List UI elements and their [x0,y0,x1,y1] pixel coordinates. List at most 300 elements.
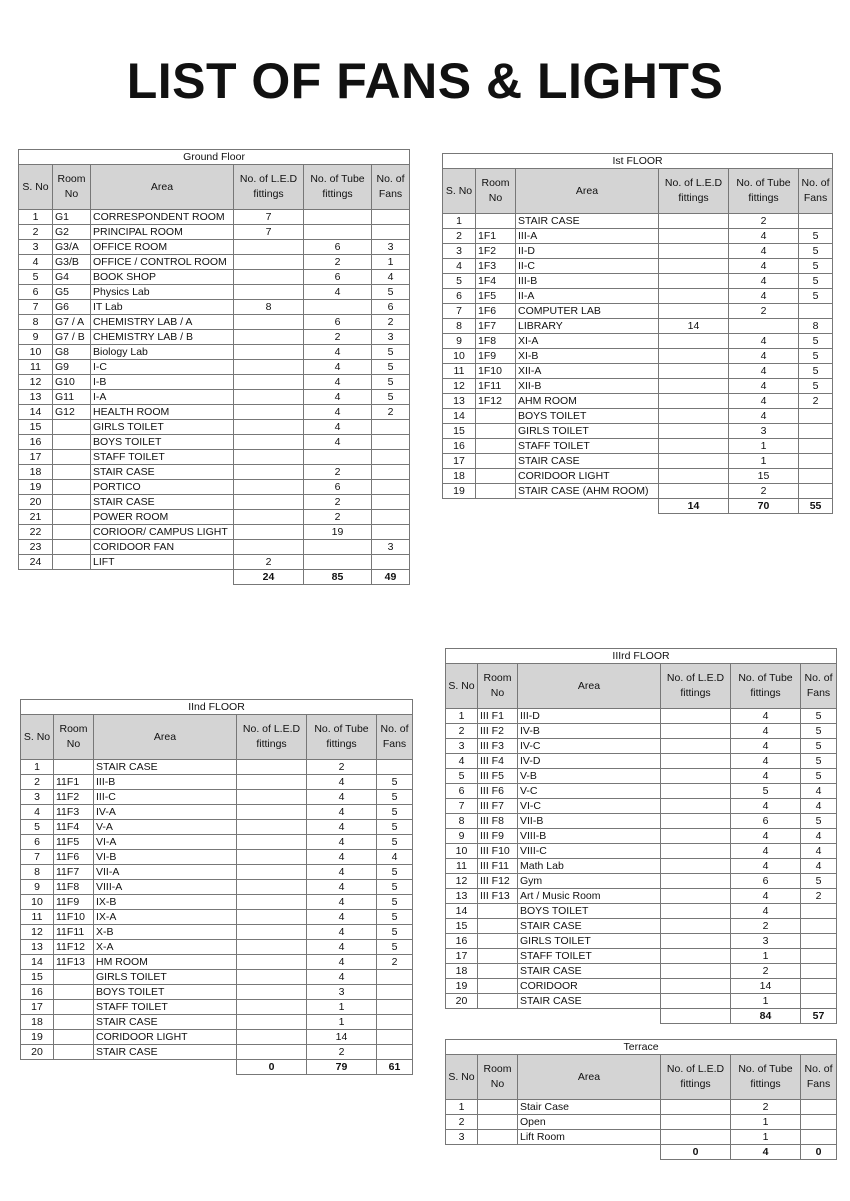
led-cell [234,330,304,345]
third-floor-table [445,648,837,1024]
fans-cell: 5 [377,790,413,805]
room-no-cell: G12 [53,405,91,420]
tube-total: 84 [731,1009,801,1024]
fans-cell: 5 [801,874,837,889]
room-no-cell [476,454,516,469]
fans-cell: 5 [801,724,837,739]
totals-row [21,1060,413,1075]
area-cell: III-A [516,229,659,244]
tube-cell: 4 [731,844,801,859]
area-cell: PORTICO [91,480,234,495]
room-no-cell [53,465,91,480]
tube-cell: 1 [731,949,801,964]
tube-cell: 4 [307,805,377,820]
fans-cell [801,904,837,919]
fans-cell: 5 [801,709,837,724]
fans-cell [377,1015,413,1030]
led-cell [237,895,307,910]
table-row [21,1015,413,1030]
fans-header: No. of Fans [801,664,837,709]
second-floor-table [20,699,413,1075]
table-row [19,285,410,300]
fans-header: No. of Fans [799,169,833,214]
led-total: 0 [237,1060,307,1075]
led-cell: 2 [234,555,304,570]
fans-cell: 2 [372,315,410,330]
fans-cell [799,454,833,469]
tube-cell: 4 [729,334,799,349]
tube-cell: 6 [304,240,372,255]
sno-cell: 20 [446,994,478,1009]
led-cell: 7 [234,210,304,225]
sno-cell: 14 [19,405,53,420]
area-cell: VI-B [94,850,237,865]
led-header: No. of L.E.D fittings [661,664,731,709]
led-cell [661,1115,731,1130]
area-header: Area [94,715,237,760]
room-no-cell [478,964,518,979]
fans-cell: 4 [801,829,837,844]
area-cell: XII-B [516,379,659,394]
area-cell: VII-A [94,865,237,880]
area-cell: Lift Room [518,1130,661,1145]
led-cell [661,724,731,739]
room-no-cell: G9 [53,360,91,375]
tube-cell: 2 [729,304,799,319]
tube-cell: 4 [731,859,801,874]
tube-cell: 6 [304,315,372,330]
led-header: No. of L.E.D fittings [234,165,304,210]
fans-cell [372,210,410,225]
room-no-cell [53,540,91,555]
table-row [19,330,410,345]
led-cell [661,814,731,829]
sno-cell: 8 [21,865,54,880]
room-no-cell [478,979,518,994]
fans-cell: 5 [372,375,410,390]
room-no-cell: III F3 [478,739,518,754]
table-row [21,910,413,925]
tube-cell [304,450,372,465]
room-no-cell: III F6 [478,784,518,799]
tube-cell: 1 [307,1015,377,1030]
fans-cell [801,964,837,979]
tube-header: No. of Tube fittings [304,165,372,210]
table-row [446,829,837,844]
area-cell: Art / Music Room [518,889,661,904]
area-cell: BOOK SHOP [91,270,234,285]
area-cell: Biology Lab [91,345,234,360]
table-row [19,480,410,495]
sno-cell: 13 [21,940,54,955]
totals-row [446,1009,837,1024]
room-no-cell: 11F3 [54,805,94,820]
room-no-cell [54,1000,94,1015]
led-header: No. of L.E.D fittings [659,169,729,214]
room-no-cell [478,904,518,919]
fans-header: No. of Fans [377,715,413,760]
fans-cell [801,949,837,964]
room-no-cell: G8 [53,345,91,360]
fans-cell [372,465,410,480]
led-cell [661,1130,731,1145]
tube-cell: 14 [731,979,801,994]
sno-cell: 17 [21,1000,54,1015]
tube-cell: 4 [304,345,372,360]
fans-cell [377,970,413,985]
room-no-cell [476,409,516,424]
tube-cell: 6 [731,814,801,829]
tube-cell: 4 [307,820,377,835]
table-row [446,784,837,799]
area-cell: IV-C [518,739,661,754]
sno-cell: 9 [443,334,476,349]
fans-cell: 5 [799,229,833,244]
room-no-cell: III F10 [478,844,518,859]
area-header: Area [516,169,659,214]
led-cell [659,424,729,439]
table-row [446,1100,837,1115]
tube-cell: 2 [729,484,799,499]
tube-cell: 1 [731,1115,801,1130]
tube-cell: 4 [307,865,377,880]
fans-cell [377,1030,413,1045]
led-cell [659,334,729,349]
sno-cell: 8 [443,319,476,334]
table-row [21,835,413,850]
fans-cell [801,1100,837,1115]
fans-cell [372,555,410,570]
table-row [19,540,410,555]
table-row [19,270,410,285]
area-cell: V-C [518,784,661,799]
table-row [443,244,833,259]
tube-cell: 4 [731,754,801,769]
fans-cell: 5 [377,835,413,850]
sno-cell: 3 [443,244,476,259]
sno-cell: 2 [446,724,478,739]
fans-cell: 2 [801,889,837,904]
fans-cell: 5 [799,289,833,304]
totals-spacer [446,1145,661,1160]
sno-cell: 6 [446,784,478,799]
table-row [21,880,413,895]
totals-spacer [443,499,659,514]
fans-cell: 3 [372,330,410,345]
room-no-cell [54,1015,94,1030]
area-cell: V-B [518,769,661,784]
led-cell: 8 [234,300,304,315]
led-cell [661,844,731,859]
sno-cell: 19 [21,1030,54,1045]
room-no-cell [53,435,91,450]
tube-cell: 2 [304,255,372,270]
sno-cell: 9 [19,330,53,345]
led-cell [659,244,729,259]
room-no-cell [478,1130,518,1145]
fans-cell [372,495,410,510]
fans-cell [799,424,833,439]
fans-cell [801,1115,837,1130]
led-cell [659,394,729,409]
area-cell: STAFF TOILET [91,450,234,465]
room-no-cell [53,525,91,540]
area-cell: CHEMISTRY LAB / B [91,330,234,345]
tube-cell [304,300,372,315]
led-cell [234,480,304,495]
area-cell: IX-A [94,910,237,925]
tube-cell: 1 [731,1130,801,1145]
header-row [19,165,410,210]
fans-cell: 8 [799,319,833,334]
led-cell [234,270,304,285]
area-cell: STAIR CASE [518,994,661,1009]
tube-cell: 4 [307,940,377,955]
sno-cell: 20 [21,1045,54,1060]
room-no-cell [54,1030,94,1045]
tube-cell [304,555,372,570]
room-no-cell: 11F10 [54,910,94,925]
header-row [21,715,413,760]
room-no-cell: III F5 [478,769,518,784]
led-cell [234,255,304,270]
room-no-cell: 1F4 [476,274,516,289]
room-no-cell: 1F7 [476,319,516,334]
led-cell: 14 [659,319,729,334]
sno-cell: 5 [446,769,478,784]
sno-cell: 17 [443,454,476,469]
area-cell: IV-B [518,724,661,739]
fans-cell: 5 [799,274,833,289]
room-no-cell: G7 / B [53,330,91,345]
sno-cell: 11 [446,859,478,874]
fans-cell [799,484,833,499]
tube-cell: 2 [731,919,801,934]
tube-cell: 6 [304,270,372,285]
tube-cell: 19 [304,525,372,540]
table-row [19,510,410,525]
led-cell [234,285,304,300]
area-cell: STAIR CASE [91,495,234,510]
sno-cell: 2 [446,1115,478,1130]
table-caption: Terrace [446,1040,837,1055]
fans-cell [801,934,837,949]
led-cell [659,274,729,289]
area-cell: GIRLS TOILET [94,970,237,985]
table-row [443,229,833,244]
room-no-cell: 11F9 [54,895,94,910]
table-row [446,1130,837,1145]
fans-cell: 4 [801,859,837,874]
area-cell: HM ROOM [94,955,237,970]
tube-cell: 4 [729,409,799,424]
table-row [443,349,833,364]
sno-cell: 16 [19,435,53,450]
area-cell: CORIDOOR LIGHT [94,1030,237,1045]
room-no-cell: III F1 [478,709,518,724]
area-cell: GIRLS TOILET [91,420,234,435]
totals-spacer [446,1009,661,1024]
sno-cell: 22 [19,525,53,540]
area-cell: CORIDOOR LIGHT [516,469,659,484]
area-cell: CORRESPONDENT ROOM [91,210,234,225]
table-row [443,259,833,274]
room-no-cell [54,1045,94,1060]
led-cell [237,805,307,820]
led-cell: 7 [234,225,304,240]
fans-cell: 4 [801,799,837,814]
tube-cell: 4 [307,850,377,865]
led-cell [661,994,731,1009]
tube-cell: 2 [304,510,372,525]
area-cell: VI-C [518,799,661,814]
tube-cell: 14 [307,1030,377,1045]
fans-total: 49 [372,570,410,585]
fans-cell: 5 [799,349,833,364]
sno-cell: 6 [443,289,476,304]
fans-cell: 5 [372,345,410,360]
led-cell [661,754,731,769]
room-no-header: Room No [478,664,518,709]
room-no-cell [53,510,91,525]
sno-cell: 1 [19,210,53,225]
table-row [21,790,413,805]
room-no-cell: G7 / A [53,315,91,330]
area-cell: BOYS TOILET [94,985,237,1000]
area-cell: OFFICE / CONTROL ROOM [91,255,234,270]
led-cell [661,919,731,934]
tube-total: 70 [729,499,799,514]
sno-cell: 13 [446,889,478,904]
sno-cell: 19 [19,480,53,495]
tube-cell: 4 [307,835,377,850]
fans-cell: 1 [372,255,410,270]
fans-cell: 5 [801,769,837,784]
area-cell: OFFICE ROOM [91,240,234,255]
area-cell: CORIDOOR FAN [91,540,234,555]
led-header: No. of L.E.D fittings [661,1055,731,1100]
totals-row [443,499,833,514]
led-cell [659,439,729,454]
led-cell [234,420,304,435]
tube-cell: 4 [729,259,799,274]
tube-cell: 4 [304,285,372,300]
room-no-cell: G1 [53,210,91,225]
room-no-cell: 11F4 [54,820,94,835]
room-no-cell [478,919,518,934]
fans-header: No. of Fans [372,165,410,210]
fans-cell: 5 [799,259,833,274]
terrace-table [445,1039,837,1160]
totals-spacer [21,1060,237,1075]
table-row [443,304,833,319]
tube-cell: 4 [307,775,377,790]
area-cell: II-C [516,259,659,274]
table-row [19,315,410,330]
table-caption: IIIrd FLOOR [446,649,837,664]
sno-cell: 12 [446,874,478,889]
sno-cell: 2 [21,775,54,790]
sno-cell: 3 [446,739,478,754]
tube-cell: 4 [729,229,799,244]
room-no-cell: 11F2 [54,790,94,805]
room-no-cell: 11F6 [54,850,94,865]
table-row [21,775,413,790]
led-cell [234,510,304,525]
fans-cell [799,439,833,454]
sno-cell: 10 [19,345,53,360]
table-row [446,754,837,769]
room-no-cell [478,994,518,1009]
table-row [19,210,410,225]
led-cell [237,985,307,1000]
tube-cell: 4 [307,955,377,970]
table-row [443,424,833,439]
table-row [446,814,837,829]
fans-cell: 5 [377,940,413,955]
led-cell [234,390,304,405]
area-cell: III-C [94,790,237,805]
table-row [443,334,833,349]
area-cell: Physics Lab [91,285,234,300]
sno-cell: 1 [443,214,476,229]
fans-cell: 5 [799,244,833,259]
area-cell: VIII-B [518,829,661,844]
room-no-cell: 1F12 [476,394,516,409]
sno-header: S. No [443,169,476,214]
table-row [19,360,410,375]
tube-cell: 1 [307,1000,377,1015]
room-no-cell: 11F1 [54,775,94,790]
sno-cell: 6 [21,835,54,850]
led-cell [659,304,729,319]
sno-cell: 17 [19,450,53,465]
table-row [19,255,410,270]
sno-cell: 11 [21,910,54,925]
tube-cell: 4 [731,799,801,814]
room-no-cell: G4 [53,270,91,285]
area-cell: LIBRARY [516,319,659,334]
room-no-cell: III F13 [478,889,518,904]
area-cell: GIRLS TOILET [516,424,659,439]
area-cell: CHEMISTRY LAB / A [91,315,234,330]
tube-cell: 4 [304,390,372,405]
room-no-cell: G2 [53,225,91,240]
room-no-cell [53,450,91,465]
sno-cell: 1 [446,709,478,724]
tube-cell: 4 [731,724,801,739]
tube-header: No. of Tube fittings [731,1055,801,1100]
led-cell [659,214,729,229]
tube-cell [304,540,372,555]
led-cell [234,540,304,555]
table-row [19,495,410,510]
area-cell: STAIR CASE (AHM ROOM) [516,484,659,499]
fans-cell: 2 [799,394,833,409]
room-no-cell: G10 [53,375,91,390]
room-no-cell: 1F9 [476,349,516,364]
sno-cell: 18 [21,1015,54,1030]
area-cell: STAFF TOILET [516,439,659,454]
tube-cell: 4 [304,435,372,450]
sno-cell: 4 [21,805,54,820]
table-row [446,739,837,754]
table-row [446,724,837,739]
led-cell [659,469,729,484]
area-cell: STAIR CASE [518,919,661,934]
sno-cell: 10 [443,349,476,364]
table-row [443,469,833,484]
